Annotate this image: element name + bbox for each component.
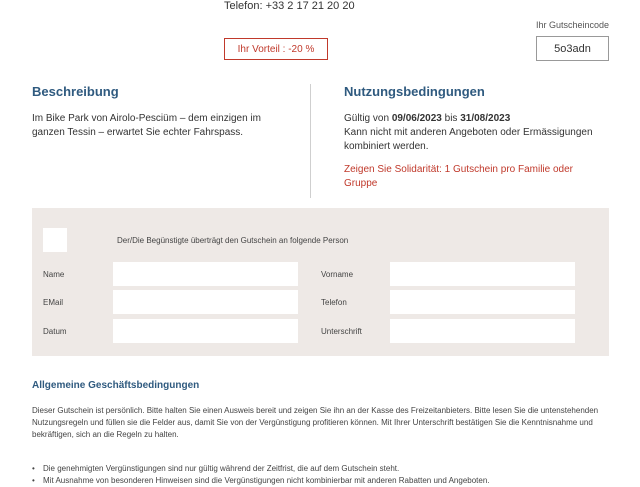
- email-input[interactable]: [113, 290, 298, 314]
- combine-text: Kann nicht mit anderen Angeboten oder Ermässigungen kombiniert werden.: [344, 127, 593, 152]
- vorname-input[interactable]: [390, 262, 575, 286]
- datum-input[interactable]: [113, 319, 298, 343]
- vorname-label: Vorname: [321, 270, 354, 279]
- column-divider: [310, 84, 311, 198]
- unterschrift-input[interactable]: [390, 319, 575, 343]
- datum-label: Datum: [43, 327, 67, 336]
- list-item: • Mit Ausnahme von besonderen Hinweisen sind die Vergünstigungen nicht kombinierbar mit anderen Rabatten und Angeboten.: [32, 475, 622, 487]
- discount-badge: [224, 38, 328, 60]
- valid-mid: bis: [441, 113, 461, 124]
- telefon-label: Telefon: [321, 298, 347, 307]
- agb-text: Dieser Gutschein ist persönlich. Bitte halten Sie einen Ausweis bereit und zeigen Sie ihn an der Kasse des Freizeitanbieters. Bitte lesen Sie die untenstehenden Nutzungsregeln und füllen sie die Felder aus, damit Sie von der Vergünstigung profitieren können. Mit Ihrer Unterschrift bestätigen Sie die Kenntnisnahme und bekräftigen, sich an die Regeln zu halten.: [32, 406, 599, 439]
- voucher-code-box: [536, 36, 609, 61]
- description-text: Im Bike Park von Airolo-Pesciüm – dem einzigen im ganzen Tessin – erwartet Sie echter Fahrspass.: [32, 113, 261, 138]
- valid-prefix: Gültig von: [344, 113, 392, 124]
- transfer-note: Der/Die Begünstigte überträgt den Gutschein an folgende Person: [117, 236, 349, 245]
- terms-title: Nutzungsbedingungen: [344, 84, 485, 99]
- solidarity-note: Zeigen Sie Solidarität: 1 Gutschein pro Familie oder Gruppe: [344, 164, 574, 189]
- valid-to-date: 31/08/2023: [460, 113, 511, 124]
- telefon-input[interactable]: [390, 290, 575, 314]
- agb-title: Allgemeine Geschäftsbedingungen: [32, 380, 200, 391]
- name-label: Name: [43, 270, 65, 279]
- transfer-checkbox[interactable]: [43, 228, 67, 252]
- unterschrift-label: Unterschrift: [321, 327, 362, 336]
- list-item: • Die genehmigten Vergünstigungen sind nur gültig während der Zeitfrist, die auf dem Gutschein steht.: [32, 463, 622, 475]
- voucher-code-value: 5o3adn: [554, 42, 591, 55]
- description-title: Beschreibung: [32, 84, 119, 99]
- terms-text: [344, 112, 614, 154]
- valid-from-date: 09/06/2023: [391, 113, 442, 124]
- discount-label: Ihr Vorteil : -20 %: [237, 43, 315, 55]
- voucher-code-label: Ihr Gutscheincode: [536, 20, 610, 30]
- agb-rules-list: [32, 463, 622, 487]
- phone-number: Telefon: +33 2 17 21 20 20: [224, 0, 355, 12]
- name-input[interactable]: [113, 262, 298, 286]
- email-label: EMail: [43, 298, 64, 307]
